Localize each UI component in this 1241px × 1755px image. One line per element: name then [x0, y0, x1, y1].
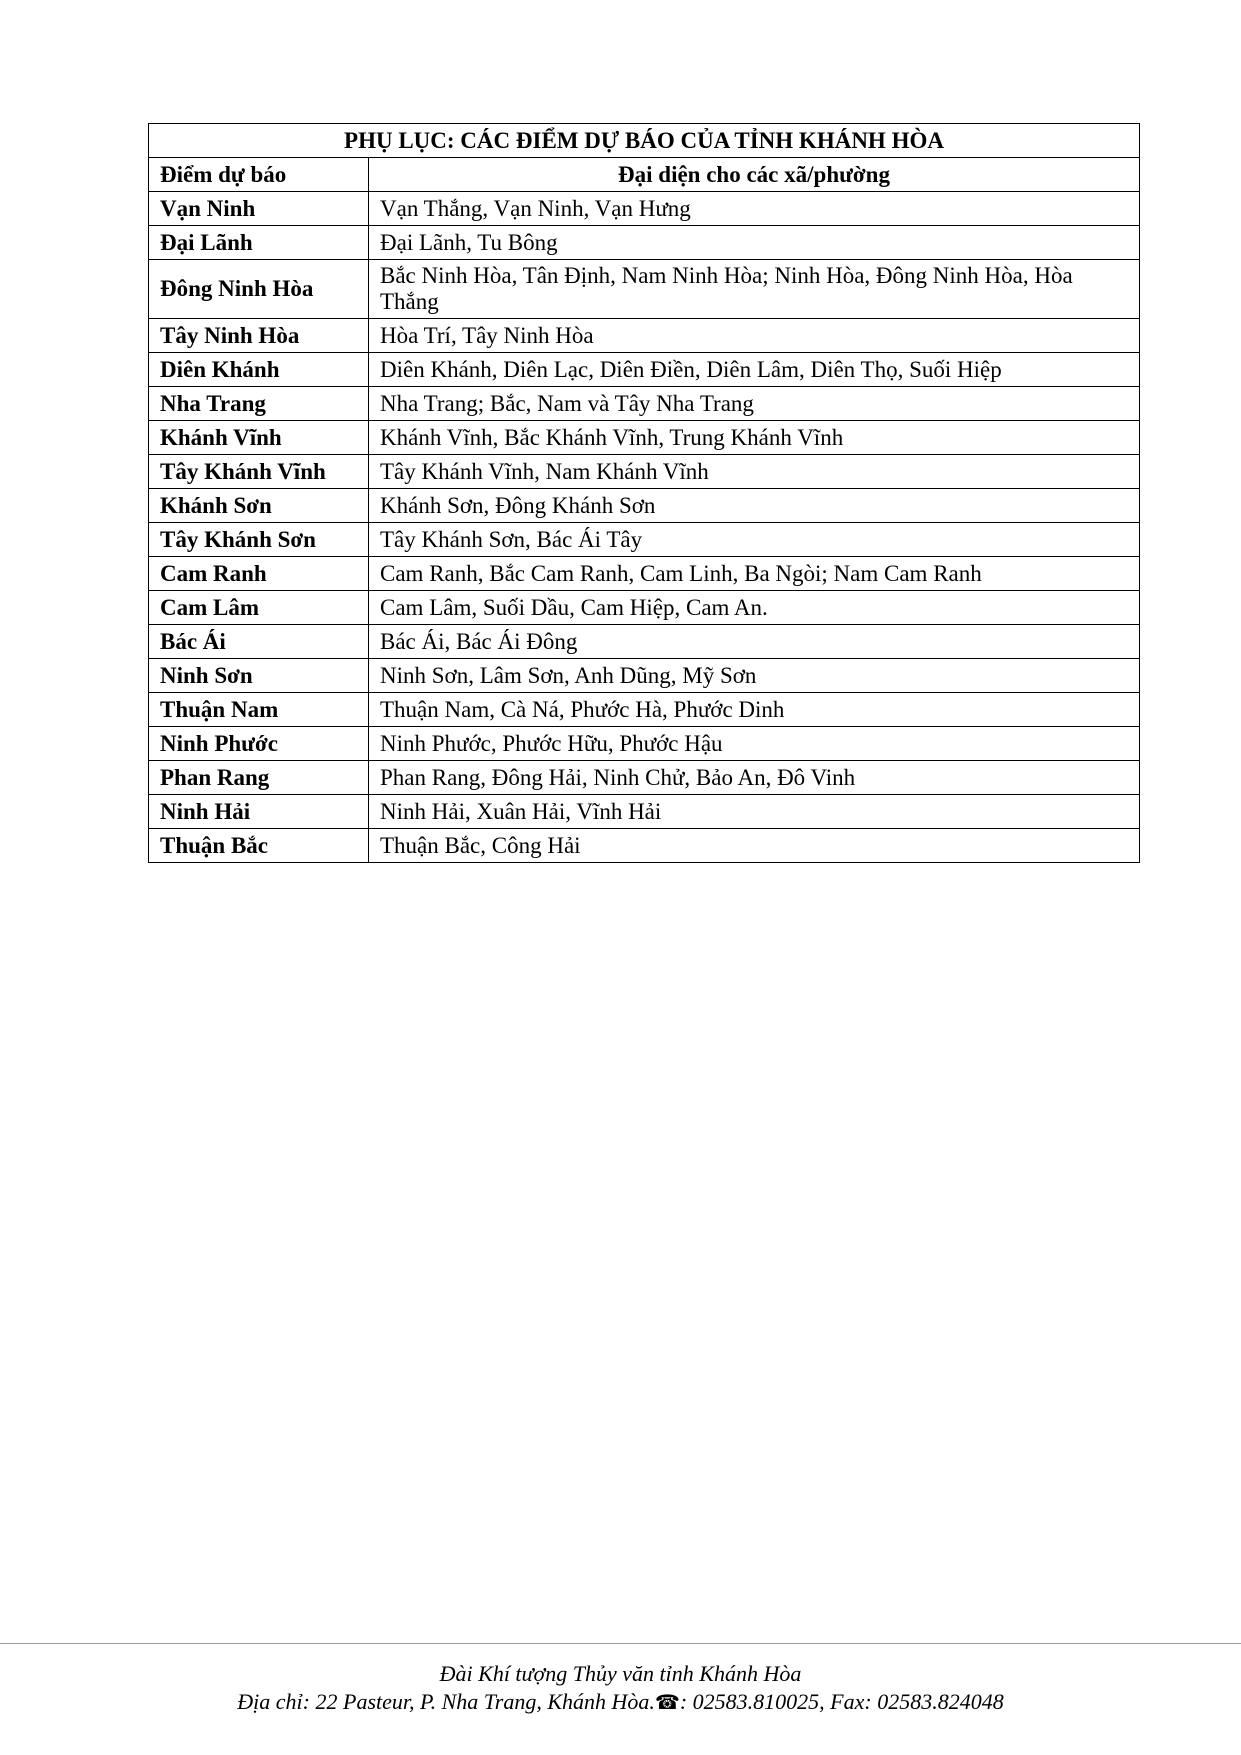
- table-row: [149, 795, 1140, 829]
- table-row: [149, 693, 1140, 727]
- forecast-point-name: Khánh Sơn: [149, 489, 369, 523]
- table-row: [149, 591, 1140, 625]
- represented-areas: Khánh Vĩnh, Bắc Khánh Vĩnh, Trung Khánh Vĩnh: [369, 421, 1140, 455]
- forecast-points-table: [148, 123, 1140, 863]
- footer-address: Địa chỉ: 22 Pasteur, P. Nha Trang, Khánh Hòa.: [237, 1689, 655, 1714]
- column-header-areas: Đại diện cho các xã/phường: [369, 158, 1140, 192]
- table-row: [149, 421, 1140, 455]
- page-footer: [0, 1660, 1241, 1716]
- table-row: [149, 455, 1140, 489]
- telephone-icon: ☎: [654, 1690, 680, 1714]
- represented-areas: Bác Ái, Bác Ái Đông: [369, 625, 1140, 659]
- forecast-point-name: Phan Rang: [149, 761, 369, 795]
- table-row: [149, 319, 1140, 353]
- represented-areas: Ninh Phước, Phước Hữu, Phước Hậu: [369, 727, 1140, 761]
- forecast-point-name: Ninh Phước: [149, 727, 369, 761]
- forecast-point-name: Nha Trang: [149, 387, 369, 421]
- represented-areas: Tây Khánh Sơn, Bác Ái Tây: [369, 523, 1140, 557]
- forecast-point-name: Đại Lãnh: [149, 226, 369, 260]
- table-row: [149, 659, 1140, 693]
- represented-areas: Thuận Bắc, Công Hải: [369, 829, 1140, 863]
- table-row: [149, 192, 1140, 226]
- forecast-point-name: Thuận Nam: [149, 693, 369, 727]
- table-row: [149, 260, 1140, 319]
- represented-areas: Diên Khánh, Diên Lạc, Diên Điền, Diên Lâm, Diên Thọ, Suối Hiệp: [369, 353, 1140, 387]
- table-row: [149, 625, 1140, 659]
- table-row: [149, 761, 1140, 795]
- table-row: [149, 353, 1140, 387]
- table-row: [149, 557, 1140, 591]
- represented-areas: Hòa Trí, Tây Ninh Hòa: [369, 319, 1140, 353]
- represented-areas: Ninh Hải, Xuân Hải, Vĩnh Hải: [369, 795, 1140, 829]
- represented-areas: Tây Khánh Vĩnh, Nam Khánh Vĩnh: [369, 455, 1140, 489]
- forecast-point-name: Ninh Hải: [149, 795, 369, 829]
- table-title-row: [149, 124, 1140, 158]
- represented-areas: Cam Lâm, Suối Dầu, Cam Hiệp, Cam An.: [369, 591, 1140, 625]
- table-row: [149, 523, 1140, 557]
- forecast-point-name: Thuận Bắc: [149, 829, 369, 863]
- column-header-point: Điểm dự báo: [149, 158, 369, 192]
- forecast-point-name: Tây Khánh Vĩnh: [149, 455, 369, 489]
- footer-contact-line: [0, 1688, 1241, 1716]
- forecast-point-name: Tây Khánh Sơn: [149, 523, 369, 557]
- forecast-point-name: Diên Khánh: [149, 353, 369, 387]
- footer-phone-fax: : 02583.810025, Fax: 02583.824048: [679, 1689, 1004, 1714]
- table-header-row: [149, 158, 1140, 192]
- forecast-point-name: Ninh Sơn: [149, 659, 369, 693]
- represented-areas: Thuận Nam, Cà Ná, Phước Hà, Phước Dinh: [369, 693, 1140, 727]
- forecast-point-name: Cam Ranh: [149, 557, 369, 591]
- represented-areas: Đại Lãnh, Tu Bông: [369, 226, 1140, 260]
- forecast-point-name: Bác Ái: [149, 625, 369, 659]
- represented-areas: Cam Ranh, Bắc Cam Ranh, Cam Linh, Ba Ngòi; Nam Cam Ranh: [369, 557, 1140, 591]
- table-title: PHỤ LỤC: CÁC ĐIỂM DỰ BÁO CỦA TỈNH KHÁNH HÒA: [149, 124, 1140, 158]
- table-row: [149, 387, 1140, 421]
- represented-areas: Phan Rang, Đông Hải, Ninh Chử, Bảo An, Đô Vinh: [369, 761, 1140, 795]
- represented-areas: Khánh Sơn, Đông Khánh Sơn: [369, 489, 1140, 523]
- forecast-point-name: Vạn Ninh: [149, 192, 369, 226]
- table-row: [149, 489, 1140, 523]
- represented-areas: Vạn Thắng, Vạn Ninh, Vạn Hưng: [369, 192, 1140, 226]
- forecast-point-name: Khánh Vĩnh: [149, 421, 369, 455]
- forecast-point-name: Đông Ninh Hòa: [149, 260, 369, 319]
- table-row: [149, 226, 1140, 260]
- footer-organization: Đài Khí tượng Thủy văn tỉnh Khánh Hòa: [439, 1661, 802, 1686]
- table-row: [149, 727, 1140, 761]
- represented-areas: Bắc Ninh Hòa, Tân Định, Nam Ninh Hòa; Ninh Hòa, Đông Ninh Hòa, Hòa Thắng: [369, 260, 1140, 319]
- forecast-point-name: Cam Lâm: [149, 591, 369, 625]
- footer-divider: [0, 1643, 1241, 1644]
- table-row: [149, 829, 1140, 863]
- forecast-point-name: Tây Ninh Hòa: [149, 319, 369, 353]
- represented-areas: Nha Trang; Bắc, Nam và Tây Nha Trang: [369, 387, 1140, 421]
- represented-areas: Ninh Sơn, Lâm Sơn, Anh Dũng, Mỹ Sơn: [369, 659, 1140, 693]
